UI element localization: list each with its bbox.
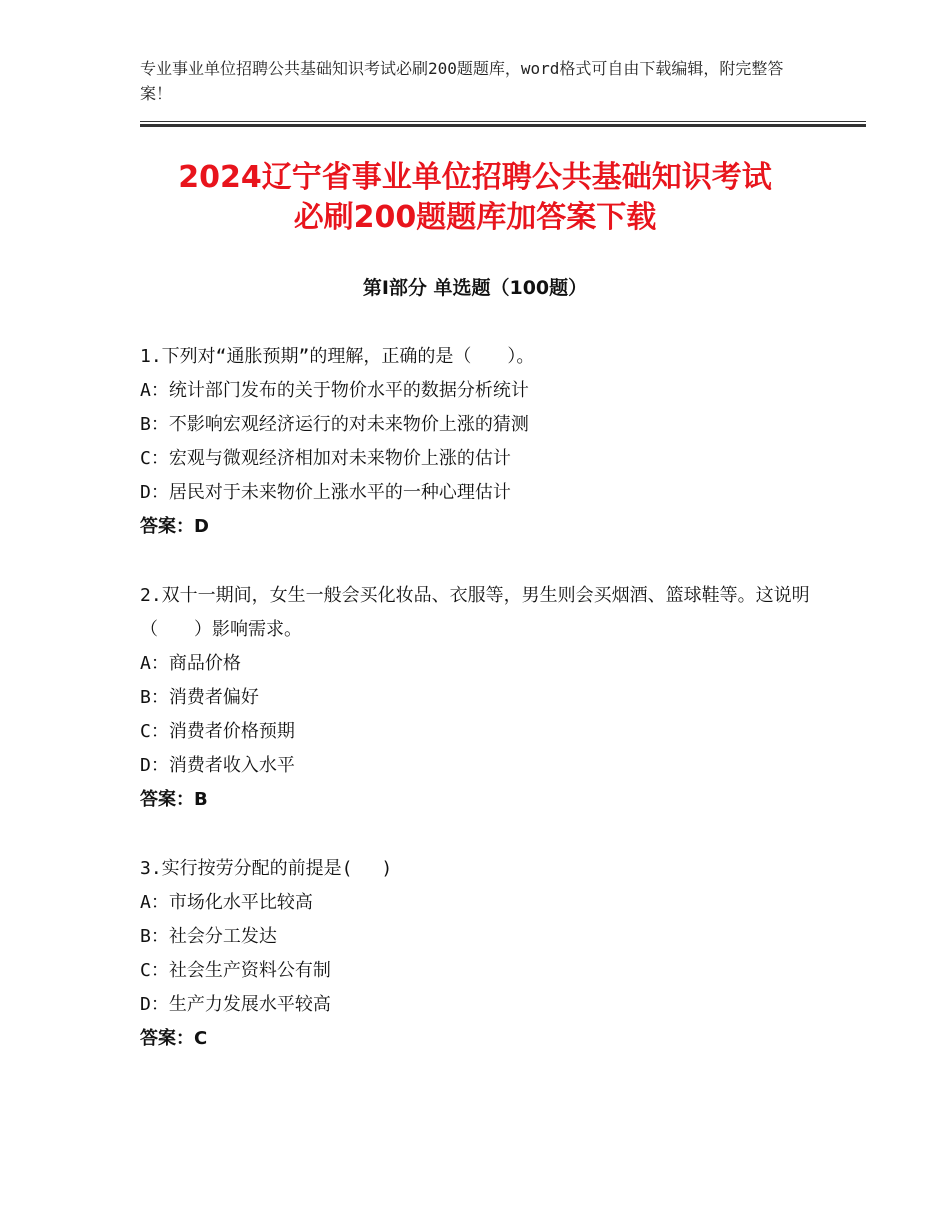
- option-b: B：消费者偏好: [140, 687, 259, 708]
- header-note: 专业事业单位招聘公共基础知识考试必刷200题题库，word格式可自由下载编辑，附完整答案！: [140, 59, 784, 103]
- option-b: B：不影响宏观经济运行的对未来物价上涨的猜测: [140, 414, 529, 435]
- option-a: A：商品价格: [140, 653, 241, 674]
- option-a: A：统计部门发布的关于物价水平的数据分析统计: [140, 380, 529, 401]
- question-stem: 2.双十一期间，女生一般会买化妆品、衣服等，男生则会买烟酒、篮球鞋等。这说明（ ）影响需求。: [140, 585, 810, 640]
- header-divider-thin: [140, 121, 866, 122]
- document-title-line-1: 2024辽宁省事业单位招聘公共基础知识考试: [178, 160, 772, 195]
- option-c: C：消费者价格预期: [140, 721, 295, 742]
- option-c: C：社会生产资料公有制: [140, 960, 331, 981]
- answer-label: 答案：B: [140, 789, 208, 810]
- option-a: A：市场化水平比较高: [140, 892, 313, 913]
- option-b: B：社会分工发达: [140, 926, 277, 947]
- question-stem: 3.实行按劳分配的前提是( ): [140, 858, 393, 879]
- option-d: D：居民对于未来物价上涨水平的一种心理估计: [140, 482, 511, 503]
- option-d: D：消费者收入水平: [140, 755, 295, 776]
- question-2: [140, 579, 830, 817]
- question-1: [140, 340, 830, 544]
- answer-label: 答案：C: [140, 1028, 208, 1049]
- question-3: [140, 852, 830, 1056]
- option-d: D：生产力发展水平较高: [140, 994, 331, 1015]
- document-title: [100, 158, 850, 238]
- answer-label: 答案：D: [140, 516, 209, 537]
- document-title-line-2: 必刷200题题库加答案下载: [293, 200, 657, 235]
- question-stem: 1.下列对“通胀预期”的理解，正确的是（ ）。: [140, 346, 535, 367]
- option-c: C：宏观与微观经济相加对未来物价上涨的估计: [140, 448, 511, 469]
- header-divider-thick: [140, 124, 866, 127]
- section-heading: 第Ⅰ部分 单选题（100题）: [362, 277, 588, 299]
